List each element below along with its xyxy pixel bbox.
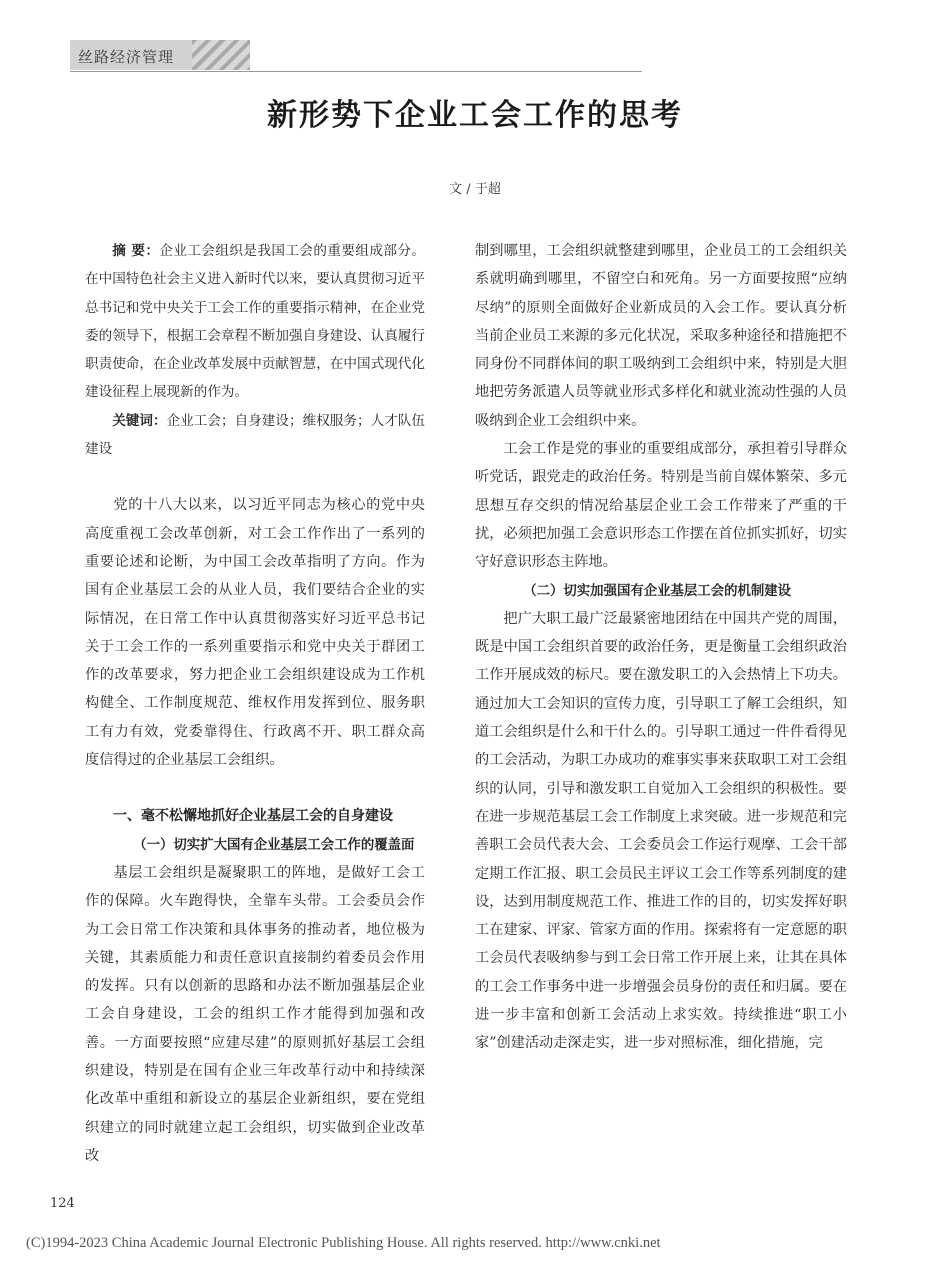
body-paragraph-1-continued: 制到哪里，工会组织就整建到哪里，企业员工的工会组织关系就明确到哪里，不留空白和死角。另一方面要按照“应纳尽纳”的原则全面做好企业新成员的入会工作。要认真分析当前企业员工来源的多元化状况，采取多种途径和措施把不同身份不同群体间的职工吸纳到工会组织中来，特别是大胆地把劳务派遣人员等就业形式多样化和就业流动性强的人员吸纳到企业工会组织中来。 bbox=[475, 243, 847, 429]
spacer bbox=[85, 463, 425, 491]
subsection-heading-1: （一）切实扩大国有企业基层工会工作的覆盖面 bbox=[133, 836, 415, 853]
right-column bbox=[475, 237, 847, 1058]
left-column bbox=[85, 237, 425, 1170]
abstract-label: 摘 要： bbox=[112, 243, 160, 259]
journal-name: 丝路经济管理 bbox=[78, 48, 175, 66]
section-heading-1: 一、毫不松懈地抓好企业基层工会的自身建设 bbox=[113, 808, 393, 825]
abstract bbox=[85, 237, 425, 407]
keywords-label: 关键词： bbox=[112, 412, 167, 429]
intro-paragraph: 党的十八大以来，以习近平同志为核心的党中央高度重视工会改革创新，对工会工作作出了一系列的重要论述和论断，为中国工会改革指明了方向。作为国有企业基层工会的从业人员，我们要结合企业的实际情况，在日常工作中认真贯彻落实好习近平总书记关于工会工作的一系列重要指示和党中央关于群团工作的改革要求，努力把企业工会组织建设成为工作机构健全、工作制度规范、维权作用发挥到位、服务职工有力有效，党委靠得住、行政离不开、职工群众高度信得过的企业基层工会组织。 bbox=[85, 497, 425, 769]
spacer bbox=[85, 774, 425, 802]
page-number: 124 bbox=[50, 1196, 75, 1211]
article-author: 文 / 于超 bbox=[449, 182, 501, 197]
body-paragraph-1: 基层工会组织是凝聚职工的阵地，是做好工会工作的保障。火车跑得快，全靠车头带。工会委员会作为工会日常工作决策和具体事务的推动者，地位极为关键，其素质能力和责任意识直接制约着委员会作用的发挥。只有以创新的思路和办法不断加强基层企业工会自身建设，工会的组织工作才能得到加强和改善。一方面要按照“应建尽建”的原则抓好基层工会组织建设，特别是在国有企业三年改革行动中和持续深化改革中重组和新设立的基层企业新组织，要在党组织建立的同时就建立起工会组织，切实做到企业改革改 bbox=[85, 864, 425, 1164]
body-paragraph-2: 工会工作是党的事业的重要组成部分，承担着引导群众听党话，跟党走的政治任务。特别是当前自媒体繁荣、多元思想互存交织的情况给基层企业工会工作带来了严重的干扰，必须把加强工会意识形态工作摆在首位抓实抓好，切实守好意识形态主阵地。 bbox=[475, 441, 847, 571]
article-title: 新形势下企业工会工作的思考 bbox=[267, 98, 683, 133]
keywords-text: 企业工会；自身建设；维权服务；人才队伍建设 bbox=[85, 412, 426, 458]
header-rule bbox=[70, 71, 642, 72]
subsection-heading-2: （二）切实加强国有企业基层工会的机制建设 bbox=[523, 582, 792, 599]
keywords bbox=[85, 407, 425, 464]
copyright-footer: (C)1994-2023 China Academic Journal Electronic Publishing House. All rights reserved. http://www.cnki.net bbox=[26, 1235, 661, 1251]
body-paragraph-3: 把广大职工最广泛最紧密地团结在中国共产党的周围，既是中国工会组织首要的政治任务，更是衡量工会组织政治工作开展成效的标尺。要在激发职工的入会热情上下功夫。通过加大工会知识的宣传力度，引导职工了解工会组织，知道工会组织是什么和干什么的。引导职工通过一件件看得见的工会活动，为职工办成功的难事实事来获取职工对工会组织的认同，引导和激发职工自觉加入工会组织的积极性。要在进一步规范基层工会工作制度上求突破。进一步规范和完善职工会员代表大会、工会委员会工作运行观摩、工会干部定期工作汇报、职工会员民主评议工会工作等系列制度的建设，达到用制度规范工作、推进工作的目的，切实发挥好职工在建家、评家、管家方面的作用。探索将有一定意愿的职工会员代表吸纳参与到工会日常工作开展上来，让其在具体的工会工作事务中进一步增强会员身份的责任和归属。要在进一步丰富和创新工会活动上求实效。持续推进“职工小家”创建活动走深走实，进一步对照标准，细化措施，完 bbox=[475, 610, 847, 1052]
abstract-text: 企业工会组织是我国工会的重要组成部分。在中国特色社会主义进入新时代以来，要认真贯彻习近平总书记和党中央关于工会工作的重要指示精神，在企业党委的领导下，根据工会章程不断加强自身建设、认真履行职责使命，在企业改革发展中贡献智慧，在中国式现代化建设征程上展现新的作为。 bbox=[85, 243, 425, 401]
